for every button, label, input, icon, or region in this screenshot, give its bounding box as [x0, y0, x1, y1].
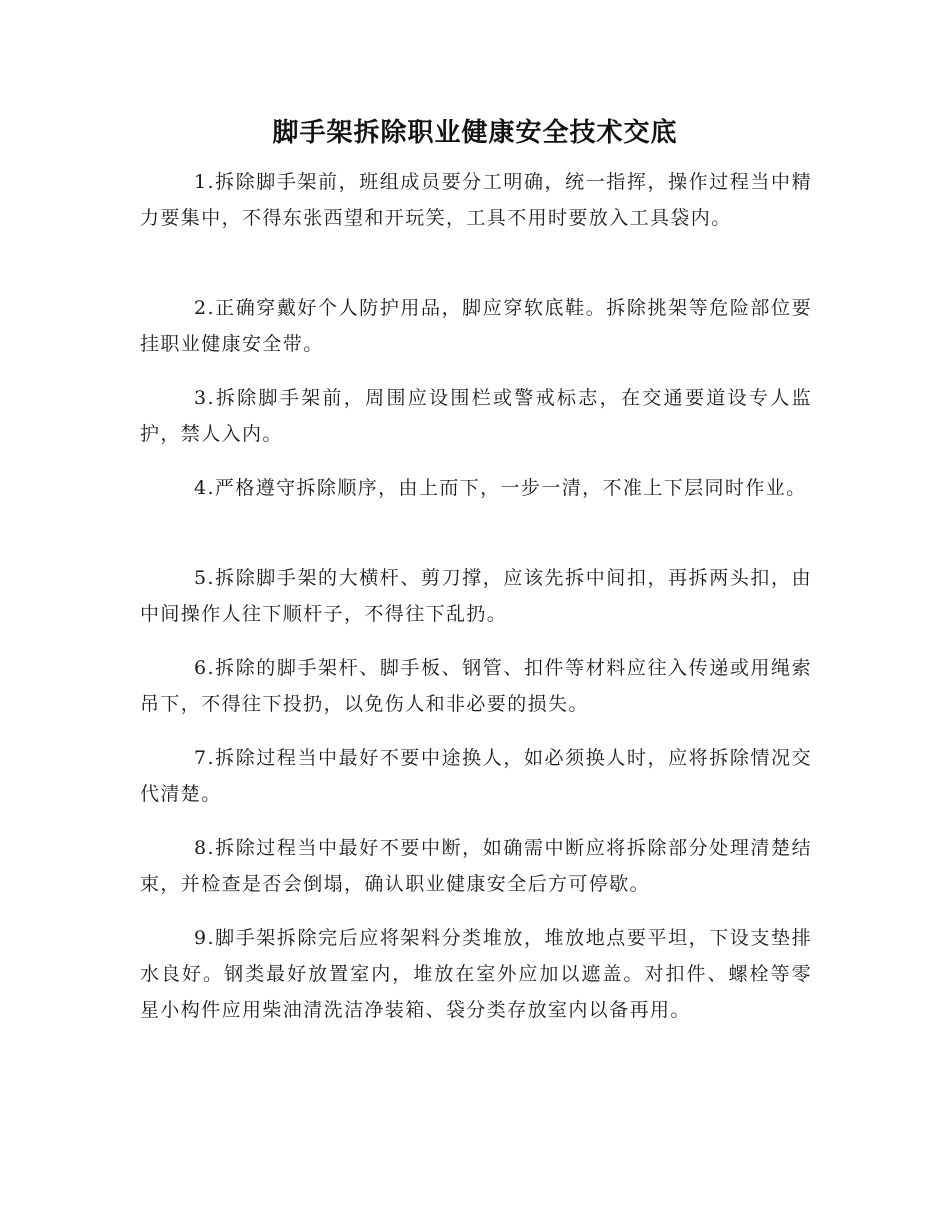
paragraph-1: 1.拆除脚手架前，班组成员要分工明确，统一指挥，操作过程当中精力要集中，不得东张西望和开玩笑，工具不用时要放入工具袋内。: [140, 171, 812, 229]
paragraph-7: 7.拆除过程当中最好不要中途换人，如必须换人时，应将拆除情况交代清楚。: [140, 747, 812, 805]
paragraph-4: 4.严格遵守拆除顺序，由上而下，一步一清，不准上下层同时作业。: [194, 477, 807, 499]
document-title: 脚手架拆除职业健康安全技术交底: [272, 118, 678, 148]
paragraph-3: 3.拆除脚手架前，周围应设围栏或警戒标志，在交通要道设专人监护，禁人入内。: [140, 387, 812, 445]
paragraph-5: 5.拆除脚手架的大横杆、剪刀撑，应该先拆中间扣，再拆两头扣，由中间操作人往下顺杆子，不得往下乱扔。: [140, 567, 812, 625]
paragraph-9: 9.脚手架拆除完后应将架料分类堆放，堆放地点要平坦，下设支垫排水良好。钢类最好放置室内，堆放在室外应加以遮盖。对扣件、螺栓等零星小构件应用柴油清洗洁净装箱、袋分类存放室内以备再用。: [140, 927, 812, 1021]
paragraph-8: 8.拆除过程当中最好不要中断，如确需中断应将拆除部分处理清楚结束，并检查是否会倒塌，确认职业健康安全后方可停歇。: [140, 837, 812, 895]
paragraph-2: 2.正确穿戴好个人防护用品，脚应穿软底鞋。拆除挑架等危险部位要挂职业健康安全带。: [140, 297, 812, 355]
paragraph-6: 6.拆除的脚手架杆、脚手板、钢管、扣件等材料应往入传递或用绳索吊下，不得往下投扔，以免伤人和非必要的损失。: [140, 657, 812, 715]
